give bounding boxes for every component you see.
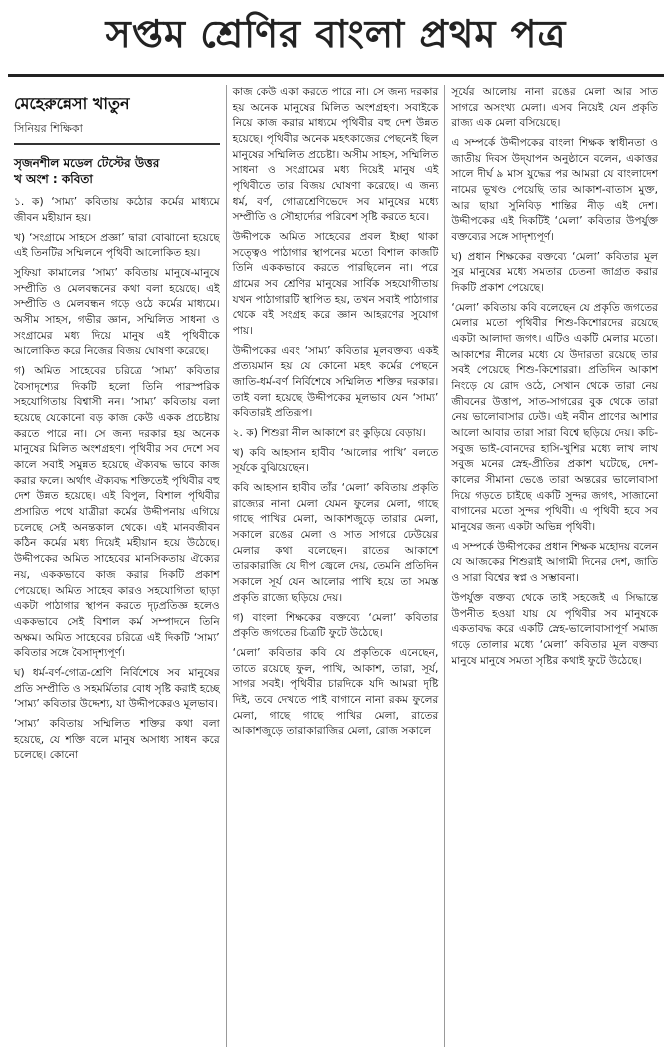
paragraph: খ) কবি আহসান হাবীব ‘আলোর পাখি’ বলতে সূর্যকে বুঝিয়েছেন। [232,446,439,475]
author-name: মেহেরুন্নেসা খাতুন [14,94,130,113]
section-heading-line-2: খ অংশ : কবিতা [14,172,93,187]
paragraph: ঘ) ধর্ম-বর্ণ-গোত্র-শ্রেণি নির্বিশেষে সব মানুষের প্রতি সম্প্রীতি ও সহমর্মিতার বোধ সৃষ্টি করাই হচ্ছে ‘সাম্য’ কবিতার উদ্দেশ্য, যা উদ্দীপকেরও মূলভাব। [14,666,220,711]
section-heading-line-1: সৃজনশীল মডেল টেস্টের উত্তর [14,156,160,170]
section-heading [14,155,220,187]
paragraph: এ সম্পর্কে উদ্দীপকের প্রধান শিক্ষক মহোদয় বলেন যে আজকের শিশুরাই আগামী দিনের দেশ, জাতি ও সারা বিশ্বের স্বপ্ন ও সম্ভাবনা। [451,540,659,585]
paragraph: উদ্দীপকের এবং ‘সাম্য’ কবিতার মূলবক্তব্য একই প্রত্যয়মান হয় যে কোনো মহৎ কর্মের পেছনে জাতি-ধর্ম-বর্ণ নির্বিশেষে সম্মিলিত শক্তির দরকার। তাই বলা হয়েছে উদ্দীপকের মূলভাব যেন ‘সাম্য’ কবিতারই প্রতিরূপ। [232,344,439,420]
paragraph: কাজ কেউ একা করতে পারে না। সে জন্য দরকার হয় অনেক মানুষের মিলিত অংশগ্রহণ। সবাইকে নিয়ে কাজ করার মাধ্যমে পৃথিবীর বহু দেশ উন্নত হয়েছে। পৃথিবীর অনেক মহৎকাজের পেছনেই ছিল মানুষের সম্মিলিত প্রচেষ্টা। অসীম সাহস, সম্মিলিত সাধনা ও সংগ্রামের মধ্য দিয়েই মানুষ এই পৃথিবীতে তার বিজয় ঘোষণা করেছে। এ জন্য ধর্ম, বর্ণ, গোত্রশ্রেণিভেদে সব মানুষের মধ্যে সম্প্রীতি ও সৌহার্দ্যের পরিবেশ সৃষ্টি করতে হবে। [232,86,439,224]
column-3 [445,85,664,1047]
paragraph: ‘মেলা’ কবিতার কবি যে প্রকৃতিকে এনেছেন, তাতে রয়েছে ফুল, পাখি, আকাশ, তারা, সূর্য, সাগর সবই। পৃথিবীর চারদিকে যদি আমরা দৃষ্টি দিই, তবে দেখতে পাই বাগানে নানা রকম ফুলের মেলা, গাছে গাছে পাখির মেলা, রাতের আকাশজুড়ে তারাকারাজির মেলা, রোজ সকালে [232,646,439,738]
paragraph: উপর্যুক্ত বক্তব্য থেকে তাই সহজেই এ সিদ্ধান্তে উপনীত হওয়া যায় যে পৃথিবীর সব মানুষকে একতাবদ্ধ করে একটি স্নেহ-ভালোবাসাপূর্ণ সমাজ গড়ে তোলার মধ্যে ‘মেলা’ কবিতার মূল বক্তব্য মানুষে মানুষে সমতা সৃষ্টির কথাই ফুটে উঠেছে। [451,591,659,667]
paragraph: ১. ক) ‘সাম্য’ কবিতায় কঠোর কর্মের মাধ্যমে জীবন মহীয়ান হয়। [14,196,220,225]
article-columns [8,77,664,1047]
paragraph: গ) অমিত সাহেবের চরিত্রে ‘সাম্য’ কবিতার বৈসাদৃশ্যের দিকটি হলো তিনি পারস্পরিক সহযোগিতায় বিশ্বাসী নন। ‘সাম্য’ কবিতায় বলা হয়েছে যেকোনো বড় কাজ কেউ একক প্রচেষ্টায় করতে পারে না। সে জন্য দরকার হয় অনেক মানুষের মিলিত অংশগ্রহণ। পৃথিবীর সব দেশে সব কালে সবাই সমুন্নত হয়েছে ঐক্যবদ্ধ ভাবে কাজ করার ফলে। অর্থাৎ ঐক্যবদ্ধ শক্তিতেই পৃথিবীর বহু দেশ উন্নত হয়েছে। এই বিপুল, বিশাল পৃথিবীর প্রসারিত পথে যাত্রীরা কর্মের উদ্দীপনায় এগিয়ে চলেছে সেই অনন্তকাল থেকে। এই মানবজীবন কঠিন কর্মের মধ্য দিয়েই মহীয়ান হয়ে উঠেছে। উদ্দীপকের অমিত সাহেবের মানসিকতায় ঐক্যের নয়, এককভাবে কাজ করার দিকটি প্রকাশ পেয়েছে। অমিত সাহেব কারও সহযোগিতা ছাড়া একটা পাঠাগার স্থাপন করতে দৃঢ়প্রতিজ্ঞ হলেও এককভাবে সেই বিশাল কর্ম সম্পাদনে তিনি অক্ষম। অমিত সাহেবের চরিত্রে এই দিকটি ‘সাম্য’ কবিতার সঙ্গে বৈসাদৃশ্যপূর্ণ। [14,365,220,660]
paragraph: উদ্দীপকে অমিত সাহেবের প্রবল ইচ্ছা থাকা সত্ত্বেও পাঠাগার স্থাপনের মতো বিশাল কাজটি তিনি এককভাবে করতে পারছিলেন না। পরে গ্রামের সব শ্রেণির মানুষের সার্বিক সহযোগীতায় যখন পাঠাগারটি স্থাপিত হয়, তখন সবাই পাঠাগার থেকে বই সংগ্রহ করে জ্ঞান আহরণের সুযোগ পায়। [232,231,439,338]
column-1 [8,85,227,1047]
page-title: সপ্তম শ্রেণির বাংলা প্রথম পত্র [105,11,567,56]
paragraph: সূর্যের আলোয় নানা রঙের মেলা আর সাত সাগরে অসংখ্য মেলা। এসব নিয়েই যেন প্রকৃতি রাজ্য এক মেলা বসিয়েছে। [451,86,659,130]
paragraph: সুফিয়া কামালের ‘সাম্য’ কবিতায় মানুষে-মানুষে সম্প্রীতি ও মেলবন্ধনের কথা বলা হয়েছে। এই সম্প্রীতি ও মেলবন্ধন গড়ে ওঠে কর্মের মাধ্যমে। অসীম সাহস, গভীর জ্ঞান, সম্মিলিত সাধনা ও সংগ্রামের মধ্য দিয়ে মানুষ এই পৃথিবীকে আলোকিত করে নিজের বিজয় ঘোষণা করেছে। [14,267,220,358]
paragraph: ঘ) প্রধান শিক্ষকের বক্তব্যে ‘মেলা’ কবিতার মূল সুর মানুষের মধ্যে সমতার চেতনা জাগ্রত করার দিকটি প্রকাশ পেয়েছে। [451,250,659,295]
paragraph: এ সম্পর্কে উদ্দীপকের বাংলা শিক্ষক স্বাধীনতা ও জাতীয় দিবস উদ্‌যাপন অনুষ্ঠানে বলেন, একাত্তর সালে দীর্ঘ ৯ মাস যুদ্ধের পর আমরা যে বাংলাদেশ নামের ভূখণ্ড পেয়েছি তার আকাশ-বাতাস মুক্ত, আর ছায়া সুনিবিড় শান্তির নীড় এই দেশ। উদ্দীপকের এই দিকটিই ‘মেলা’ কবিতার উপর্যুক্ত বক্তব্যের সঙ্গে সাদৃশ্যপূর্ণ। [451,137,659,244]
paragraph: ২. ক) শিশুরা নীল আকাশে রং কুড়িয়ে বেড়ায়। [232,427,426,440]
paragraph: গ) বাংলা শিক্ষকের বক্তব্যে ‘মেলা’ কবিতার প্রকৃতি জগতের চিত্রটি ফুটে উঠেছে। [232,611,439,640]
paragraph: খ) ‘সংগ্রামে সাহসে প্রজ্ঞা’ দ্বারা বোঝানো হয়েছে এই তিনটির সম্মিলনে পৃথিবী আলোকিত হয়। [14,231,220,260]
paragraph: কবি আহসান হাবীব তাঁর ‘মেলা’ কবিতায় প্রকৃতি রাজ্যের নানা মেলা যেমন ফুলের মেলা, গাছে গাছে পাখির মেলা, আকাশজুড়ে তারার মেলা, সকালে রঙের মেলা ও সাত সাগরে ঢেউয়ের মেলার কথা বলেছেন। রাতের আকাশে তারকারাজি যে দীপ জ্বেলে দেয়, তেমনি প্রতিদিন সকালে সূর্য যেন আলোর পাখি হয়ে তা সমস্ত প্রকৃতি রাজ্যে ছড়িয়ে দেয়। [232,482,439,604]
column-2 [227,85,446,1047]
masthead [8,0,664,77]
author-role: সিনিয়র শিক্ষিকা [14,122,83,135]
byline [14,91,220,145]
paragraph: ‘সাম্য’ কবিতায় সম্মিলিত শক্তির কথা বলা হয়েছে, যে শক্তি বলে মানুষ অসাধ্য সাধন করে চলেছে। কোনো [14,717,220,762]
paragraph: ‘মেলা’ কবিতায় কবি বলেছেন যে প্রকৃতি জগতের মেলার মতো পৃথিবীর শিশু-কিশোরদের রয়েছে একটা আলাদা জগৎ। এটিও একটি মেলার মতো। আকাশের নীলের মধ্যে যে উদারতা রয়েছে তার সবই পেয়েছে শিশু-কিশোররা। প্রতিদিন আকাশ নিংড়ে যে রোদ ওঠে, সেখান থেকে তারা নেয় জীবনের উত্তাপ, সাত-সাগরের বুক থেকে তারা নেয় ভালোবাসার ঢেউ। এই নবীন প্রাণের আশার আলো আবার তারা সারা বিশ্বে ছড়িয়ে দেয়। কচি-সবুজ ভাই-বোনদের হাসি-খুশির মধ্যে লাখ লাখ সবুজ মনের স্নেহ-প্রীতির প্রকাশ ঘটেছে, দেশ-কালের সীমানা ভেঙে তারা অন্তরের ভালোবাসা দিয়ে গড়তে চাইছে একটি সুন্দর জগৎ, সাজানো বাগানের মতো সুন্দর পৃথিবী। এ পৃথিবী হবে সব মানুষের জন্য একটা অভিন্ন পৃথিবী। [451,301,659,534]
